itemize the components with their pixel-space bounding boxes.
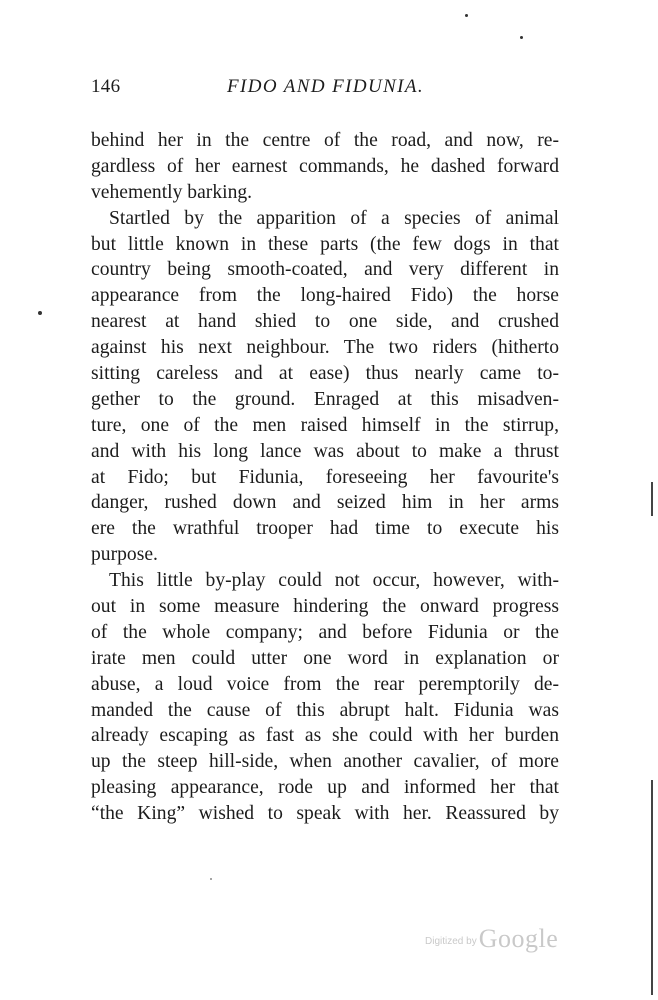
page-number: 146 bbox=[91, 76, 121, 97]
scan-speck bbox=[465, 14, 468, 17]
text-line: but little known in these parts (the few dogs in that bbox=[91, 233, 559, 255]
paragraph-first-line: Startled by the apparition of a species of animal bbox=[109, 207, 559, 229]
text-line: manded the cause of this abrupt halt. Fidunia was bbox=[91, 699, 559, 721]
scan-speck bbox=[210, 878, 212, 880]
text-line: up the steep hill-side, when another cavalier, of more bbox=[91, 751, 559, 773]
paragraph-first-line: This little by-play could not occur, however, with- bbox=[109, 570, 559, 592]
text-line: purpose. bbox=[91, 544, 158, 566]
text-line: nearest at hand shied to one side, and crushed bbox=[91, 311, 559, 333]
text-line: out in some measure hindering the onward progress bbox=[91, 596, 559, 618]
watermark-prefix: Digitized by bbox=[425, 936, 477, 947]
text-line: ture, one of the men raised himself in the stirrup, bbox=[91, 414, 559, 436]
text-line: danger, rushed down and seized him in her arms bbox=[91, 492, 559, 514]
scan-edge-line bbox=[651, 780, 653, 995]
text-line: at Fido; but Fidunia, foreseeing her favourite's bbox=[91, 466, 559, 488]
text-line: vehemently barking. bbox=[91, 181, 253, 203]
text-line: of the whole company; and before Fidunia or the bbox=[91, 621, 559, 643]
text-line: country being smooth-coated, and very different in bbox=[91, 259, 559, 281]
text-line: gether to the ground. Enraged at this misadven- bbox=[91, 388, 559, 410]
running-title: FIDO AND FIDUNIA. bbox=[227, 76, 425, 97]
scan-speck bbox=[520, 36, 523, 39]
text-line: appearance from the long-haired Fido) the horse bbox=[91, 285, 559, 307]
text-line: sitting careless and at ease) thus nearly came to- bbox=[91, 363, 559, 385]
text-line: against his next neighbour. The two riders (hitherto bbox=[91, 337, 559, 359]
scan-speck bbox=[38, 311, 42, 315]
text-line: already escaping as fast as she could with her burden bbox=[91, 725, 559, 747]
digitized-watermark bbox=[425, 924, 558, 954]
text-line: ere the wrathful trooper had time to execute his bbox=[91, 518, 559, 540]
text-line: abuse, a loud voice from the rear peremptorily de- bbox=[91, 673, 559, 695]
text-line: irate men could utter one word in explanation or bbox=[91, 647, 559, 669]
google-logo: Google bbox=[478, 924, 559, 953]
text-line: “the King” wished to speak with her. Reassured by bbox=[91, 803, 559, 825]
text-line: gardless of her earnest commands, he dashed forward bbox=[91, 155, 559, 177]
text-line: pleasing appearance, rode up and informed her that bbox=[91, 777, 559, 799]
scan-edge-line bbox=[651, 482, 653, 516]
text-line: behind her in the centre of the road, and now, re- bbox=[91, 130, 559, 151]
running-header bbox=[91, 76, 559, 102]
body-text bbox=[91, 128, 559, 827]
text-line: and with his long lance was about to make a thrust bbox=[91, 440, 559, 462]
